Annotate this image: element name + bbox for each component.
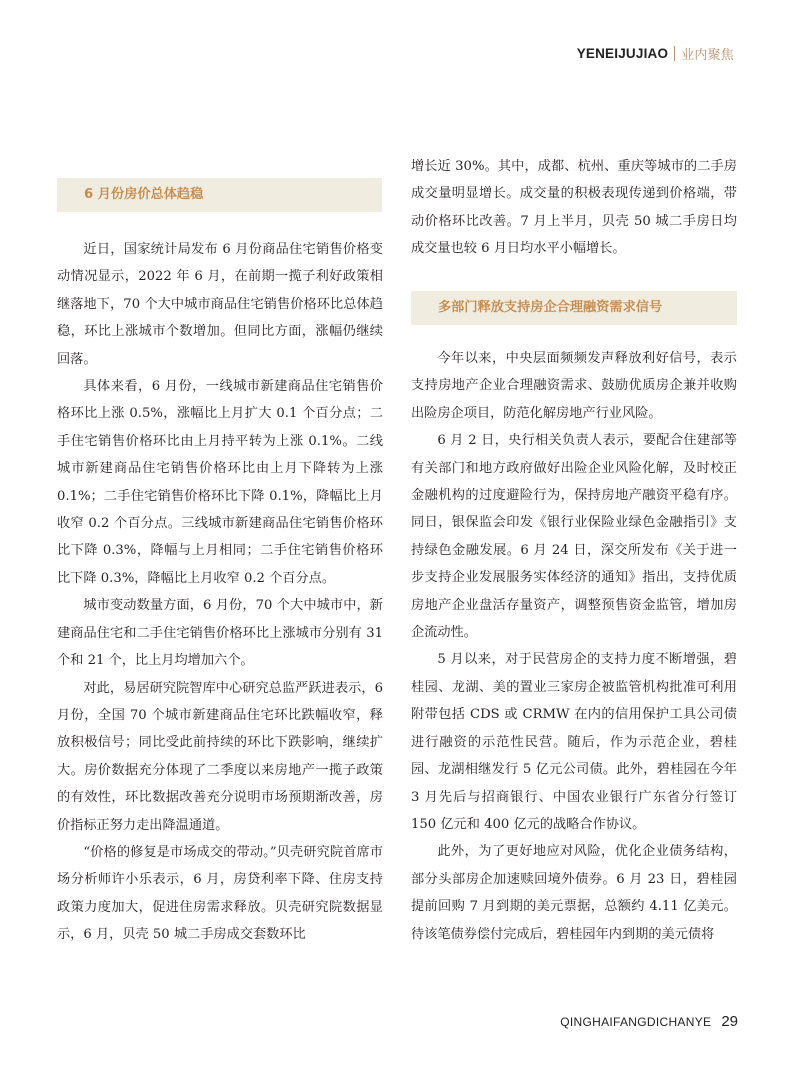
paragraph: 具体来看，6 月份，一线城市新建商品住宅销售价格环比上涨 0.5%，涨幅比上月扩大 0.1 个百分点；二手住宅销售价格环比由上月持平转为上涨 0.1%。二线城市新建商品住宅销售价格环比由上月下降转为上涨 0.1%；二手住宅销售价格环比下降 0.1%，降幅比上月收窄 0.2 个百分点。三线城市新建商品住宅销售价格环比下降 0.3%，降幅与上月相同；二手住宅销售价格环比下降 0.3%，降幅比上月收窄 0.2 个百分点。 <box>57 379 383 586</box>
paragraph: “价格的修复是市场成交的带动。”贝壳研究院首席市场分析师许小乐表示，6 月，房贷利率下降、住房支持政策力度加大，促进住房需求释放。贝壳研究院数据显示，6 月，贝壳 50 城二手房成交套数环比 <box>57 844 383 943</box>
left-column <box>57 236 383 949</box>
right-column-top <box>411 153 737 263</box>
header-brand: YENEIJUJIAO <box>576 46 669 61</box>
paragraph: 5 月以来，对于民营房企的支持力度不断增强，碧桂园、龙湖、美的置业三家房企被监管机构批准可利用附带包括 CDS 或 CRMW 在内的信用保护工具公司债进行融资的示范性民营。随后，作为示范企业，碧桂园、龙湖相继发行 5 亿元公司债。此外，碧桂园在今年 3 月先后与招商银行、中国农业银行广东省分行签订 150 亿元和 400 亿元的战略合作协议。 <box>411 652 737 832</box>
running-header <box>577 44 734 63</box>
section-heading-financing-signal: 多部门释放支持房企合理融资需求信号 <box>411 291 737 325</box>
paragraph: 对此，易居研究院智库中心研究总监严跃进表示，6 月份，全国 70 个城市新建商品住宅环比跌幅收窄，释放积极信号；同比受此前持续的环比下跌影响，继续扩大。房价数据充分体现了二季度以来房地产一揽子政策的有效性，环比数据改善充分说明市场预期渐改善，房价指标正努力走出降温通道。 <box>57 680 383 833</box>
page-footer <box>560 1013 738 1030</box>
page-number: 29 <box>721 1013 738 1030</box>
paragraph: 近日，国家统计局发布 6 月份商品住宅销售价格变动情况显示，2022 年 6 月，在前期一揽子利好政策相继落地下，70 个大中城市商品住宅销售价格环比总体趋稳，环比上涨城市个数增加。但同比方面，涨幅仍继续回落。 <box>57 242 383 367</box>
header-section: 业内聚焦 <box>681 48 734 63</box>
paragraph: 此外，为了更好地应对风险，优化企业债务结构，部分头部房企加速赎回境外债券。6 月 23 日，碧桂园提前回购 7 月到期的美元票据，总额约 4.11 亿美元。待该笔债券偿付完成后，碧桂园年内到期的美元债将 <box>411 844 737 942</box>
paragraph: 今年以来，中央层面频频发声释放利好信号，表示支持房地产企业合理融资需求、鼓励优质房企兼并收购出险房企项目，防范化解房地产行业风险。 <box>411 351 737 421</box>
section-heading-price-trend: 6 月份房价总体趋稳 <box>57 178 382 212</box>
right-column-body <box>411 345 737 948</box>
header-divider <box>674 46 675 61</box>
paragraph: 6 月 2 日，央行相关负责人表示，要配合住建部等有关部门和地方政府做好出险企业风险化解，及时校正金融机构的过度避险行为，保持房地产融资平稳有序。同日，银保监会印发《银行业保险业绿色金融指引》支持绿色金融发展。6 月 24 日，深交所发布《关于进一步支持企业发展服务实体经济的通知》指出，支持优质房地产企业盘活存量资产，调整预售资金监管，增加房企流动性。 <box>411 433 737 641</box>
footer-magazine-name: QINGHAIFANGDICHANYE <box>560 1015 712 1029</box>
paragraph: 城市变动数量方面，6 月份，70 个大中城市中，新建商品住宅和二手住宅销售价格环比上涨城市分别有 31 个和 21 个，比上月均增加六个。 <box>57 598 383 669</box>
paragraph-continued: 增长近 30%。其中，成都、杭州、重庆等城市的二手房成交量明显增长。成交量的积极表现传递到价格端，带动价格环比改善。7 月上半月，贝壳 50 城二手房日均成交量也较 6 月日均水平小幅增长。 <box>411 159 737 257</box>
